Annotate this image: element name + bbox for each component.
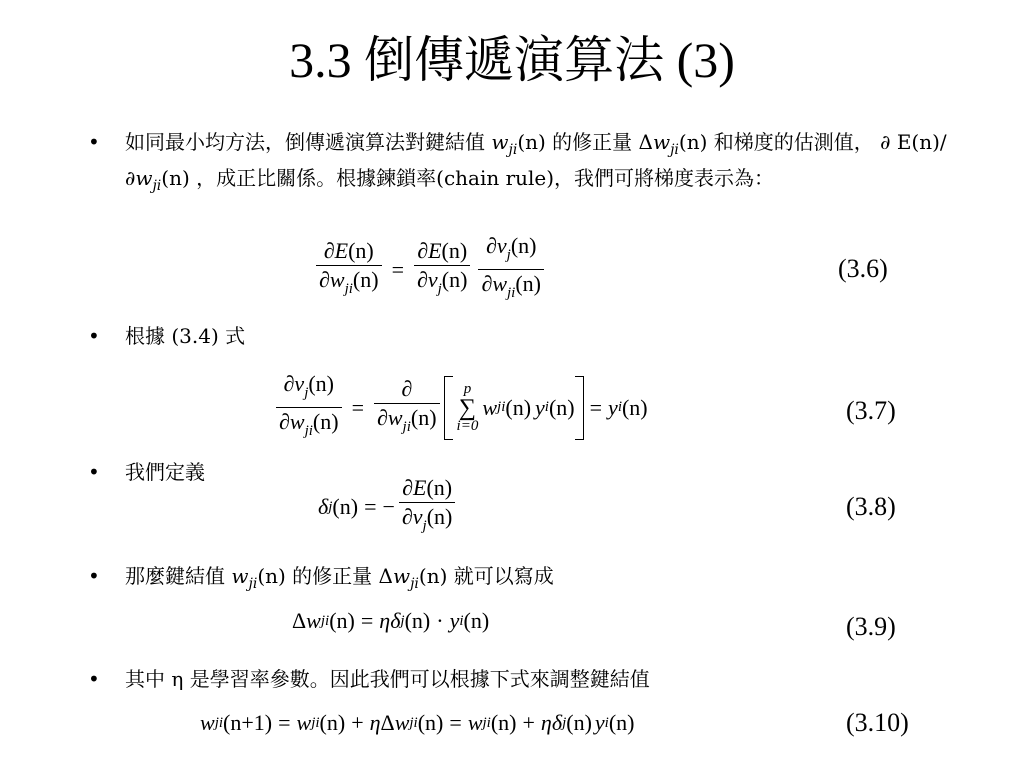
bullet-marker: • <box>88 667 100 691</box>
bullet-text-5: 其中 η 是學習率參數。因此我們可以根據下式來調整鍵結值 <box>125 667 650 691</box>
bullet-1-part: (n) ，成正比關係。根據鍊鎖率(chain rule)，我們可將梯度表示為： <box>161 166 775 190</box>
bullet-marker: • <box>88 130 100 154</box>
bullet-text-2: 根據 (3.4) 式 <box>125 324 246 348</box>
equation-3-6: $\frac{\partial E(n)}{\partial w_{ji}(n)}$ = $\frac{\partial E(n)}{\partial v_j(n)}$ $\frac{\partial v_j(n)}{\partial w_{ji}(n)}$ <box>312 232 548 307</box>
bullet-1-var: w <box>491 130 509 154</box>
bullet-1-part: (n) 的修正量 Δ <box>517 130 653 154</box>
bullet-1-part: 如同最小均方法，倒傳遞演算法對鍵結值 <box>125 130 492 154</box>
slide-title: 3.3 倒傳遞演算法 (3) <box>289 32 735 88</box>
bullet-marker: • <box>88 324 100 348</box>
bullet-marker: • <box>88 460 100 484</box>
bullet-1-sub: ji <box>152 178 162 194</box>
bullet-text-4: 那麼鍵結值 $w_{ji}(n)$ 的修正量 $\Delta w_{ji}(n)$ 就可以寫成 <box>125 564 554 592</box>
bullet-text-3: 我們定義 <box>125 460 205 484</box>
equation-number-3-10: (3.10) <box>846 708 909 737</box>
equation-number-3-9: (3.9) <box>846 612 896 641</box>
equation-3-9: Δ w ji (n) = η δ j (n) · y i (n) <box>292 608 490 633</box>
bullet-1-var: w <box>652 130 671 154</box>
bullet-1-var: w <box>135 166 153 190</box>
equation-number-3-8: (3.8) <box>846 492 896 521</box>
equation-number-3-7: (3.7) <box>846 396 896 425</box>
bullet-1-part: (n) 和梯度的估測值， ∂ E(n)/ ∂ <box>125 130 947 190</box>
bullet-1-sub: ji <box>670 142 679 158</box>
equation-3-10: w ji (n+1) = w ji (n) + η Δ w ji (n) = w ji (n) + η δ j (n) y i (n) <box>200 710 635 735</box>
bullet-1-sub: ji <box>508 142 518 158</box>
bullet-text-1 <box>125 128 955 200</box>
equation-number-3-6: (3.6) <box>838 254 888 283</box>
bullet-marker: • <box>88 564 100 588</box>
equation-3-8: δ j (n) = − $\frac{\partial E(n)}{\partial v_j(n)}$ <box>318 474 459 540</box>
equation-3-7: $\frac{\partial v_j(n)}{\partial w_{ji}(n)}$ = $\frac{\partial}{\partial w_{ji}(n)}$ p ∑ i=0 w ji (n) y i (n) = y i (n) <box>272 370 648 445</box>
